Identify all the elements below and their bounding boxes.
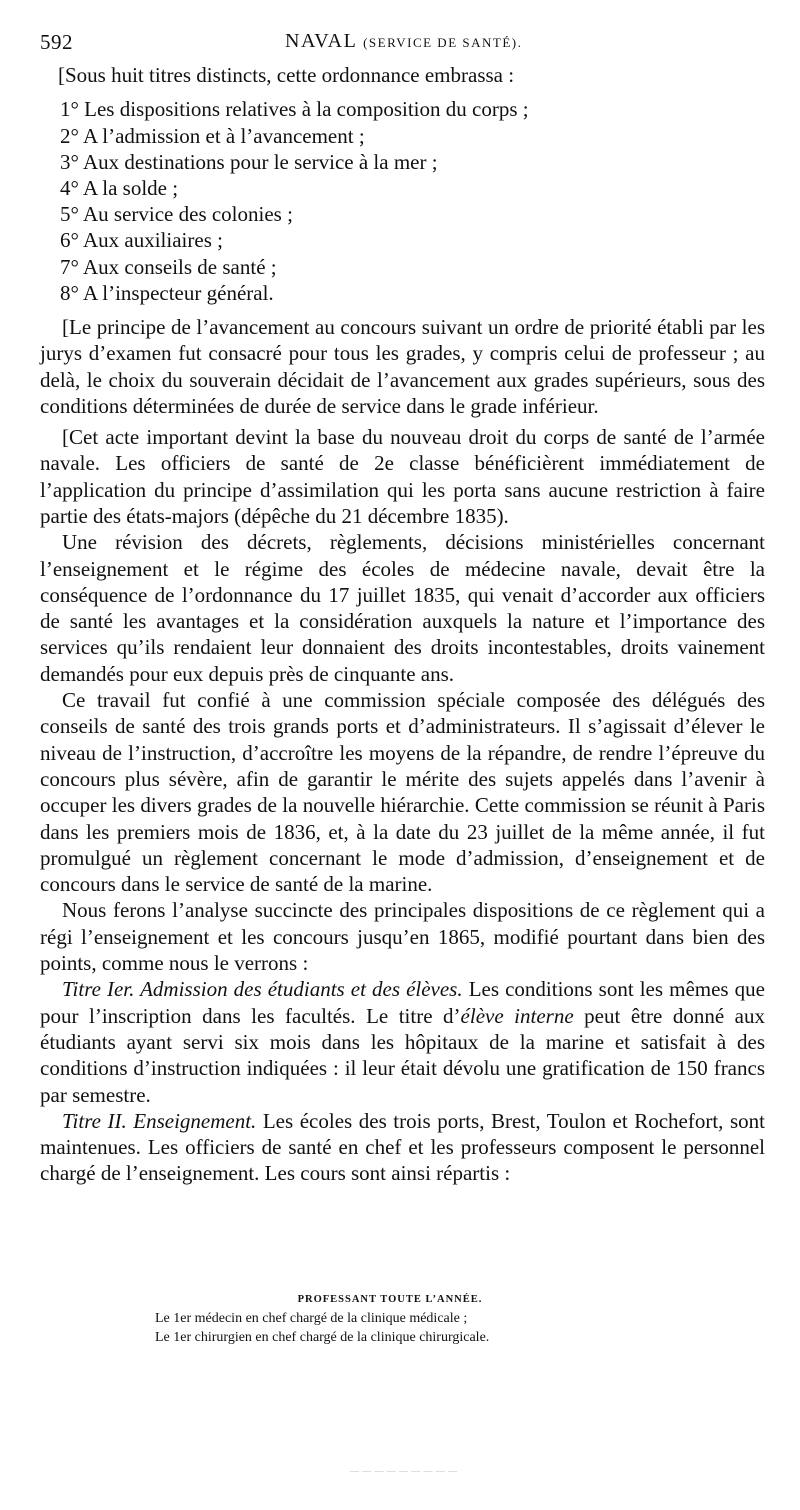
- table-line: Le 1er médecin en chef chargé de la clinique médicale ;: [155, 1311, 468, 1326]
- page-number: 592: [40, 30, 73, 54]
- list-item: 4° A la solde ;: [60, 175, 179, 200]
- running-title-sub: (SERVICE DE SANTÉ).: [363, 35, 523, 50]
- list-item: 6° Aux auxiliaires ;: [60, 228, 223, 253]
- paragraph-naval-corps: [Cet acte important devint la base du nouveau droit du corps de santé de l’armée navale. Les officiers de santé de 2e classe bénéficièrent immédiatement de l’application du principe d’assimilation qui les porta sans aucune restriction à faire partie des états-majors (dépêche du 21 décembre 1835).: [40, 425, 765, 528]
- titre-1-heading: Titre Ier. Admission des étudiants et des élèves.: [62, 977, 463, 1002]
- body-text: [40, 62, 765, 1187]
- titre-1-term: élève interne: [460, 1003, 574, 1028]
- table-heading: PROFESSANT TOUTE L’ANNÉE.: [297, 1294, 483, 1305]
- paragraph-commission: Ce travail fut confié à une commission spéciale composée des délégués des conseils de santé des trois grands ports et d’administrateurs. Il s’agissait d’élever le niveau de l’instruction, d’accroître les moyens de la répandre, de rendre l’épreuve du concours plus sévère, afin de garantir le mérite des sujets appelés dans l’avenir à occuper les divers grades de la nouvelle hiérarchie. Cette commission se réunit à Paris dans les premiers mois de 1836, et, à la date du 23 juillet de la même année, il fut promulgué un règlement concernant le mode d’admission, d’enseignement et de concours dans le service de santé de la marine.: [40, 688, 765, 897]
- titre-2-heading: Titre II. Enseignement.: [62, 1108, 257, 1133]
- course-table: [155, 1294, 625, 1347]
- running-title: [285, 30, 522, 53]
- titre-2-text: Les écoles des trois ports, Brest, Toulon et Rochefort, sont maintenues. Les officiers de santé en chef et les professeurs composent le personnel chargé de l’enseignement. Les cours sont ainsi répartis :: [40, 1108, 765, 1186]
- list-item: 1° Les dispositions relatives à la composition du corps ;: [60, 97, 529, 122]
- list-item: 5° Au service des colonies ;: [60, 202, 293, 227]
- paragraph-revision: Une révision des décrets, règlements, décisions ministérielles concernant l’enseignement et le régime des écoles de médecine navale, devait être la conséquence de l’ordonnance du 17 juillet 1835, qui venait d’accorder aux officiers de santé les avantages et la considération auxquels la nature et l’importance des services qu’ils rendaient leur donnaient des droits incontestables, droits vainement demandés pour eux depuis près de cinquante ans.: [40, 530, 765, 686]
- running-title-main: NAVAL: [285, 30, 357, 52]
- list-item: 7° Aux conseils de santé ;: [60, 254, 277, 279]
- paragraph-advancement: [Le principe de l’avancement au concours suivant un ordre de priorité établi par les jurys d’examen fut consacré pour tous les grades, y compris celui de professeur ; au delà, le choix du souverain décidait de l’avancement aux grades supérieurs, sous des conditions déterminées de durée de service dans le grade inférieur.: [40, 314, 765, 418]
- paragraph-titre-1: [40, 976, 765, 1107]
- paragraph-intro: [Sous huit titres distincts, cette ordonnance embrassa :: [58, 63, 515, 87]
- table-line: Le 1er chirurgien en chef chargé de la clinique chirurgicale.: [155, 1330, 490, 1345]
- provisions-list: [60, 96, 765, 306]
- list-item: 3° Aux destinations pour le service à la mer ;: [60, 149, 438, 174]
- list-item: 2° A l’admission et à l’avancement ;: [60, 123, 365, 148]
- titre-1-text-b: peut être donné aux étudiants ayant servi six mois dans les hôpitaux de la marine et satisfait à des conditions d’instruction indiquées : il leur était dévolu une gratification de 150 francs par semestre.: [40, 1003, 765, 1107]
- bottom-faint-text: — — — — — — — — —: [350, 1466, 458, 1476]
- paragraph-titre-2: [40, 1108, 765, 1187]
- titre-1-text-a: Les conditions sont les mêmes que pour l’inscription dans les facultés. Le titre d’: [40, 977, 765, 1028]
- paragraph-analysis: Nous ferons l’analyse succincte des principales dispositions de ce règlement qui a régi l’enseignement et les concours jusqu’en 1865, modifié pourtant dans bien des points, comme nous le verrons :: [40, 898, 765, 976]
- list-item: 8° A l’inspecteur général.: [60, 280, 274, 305]
- page-header: [40, 30, 775, 60]
